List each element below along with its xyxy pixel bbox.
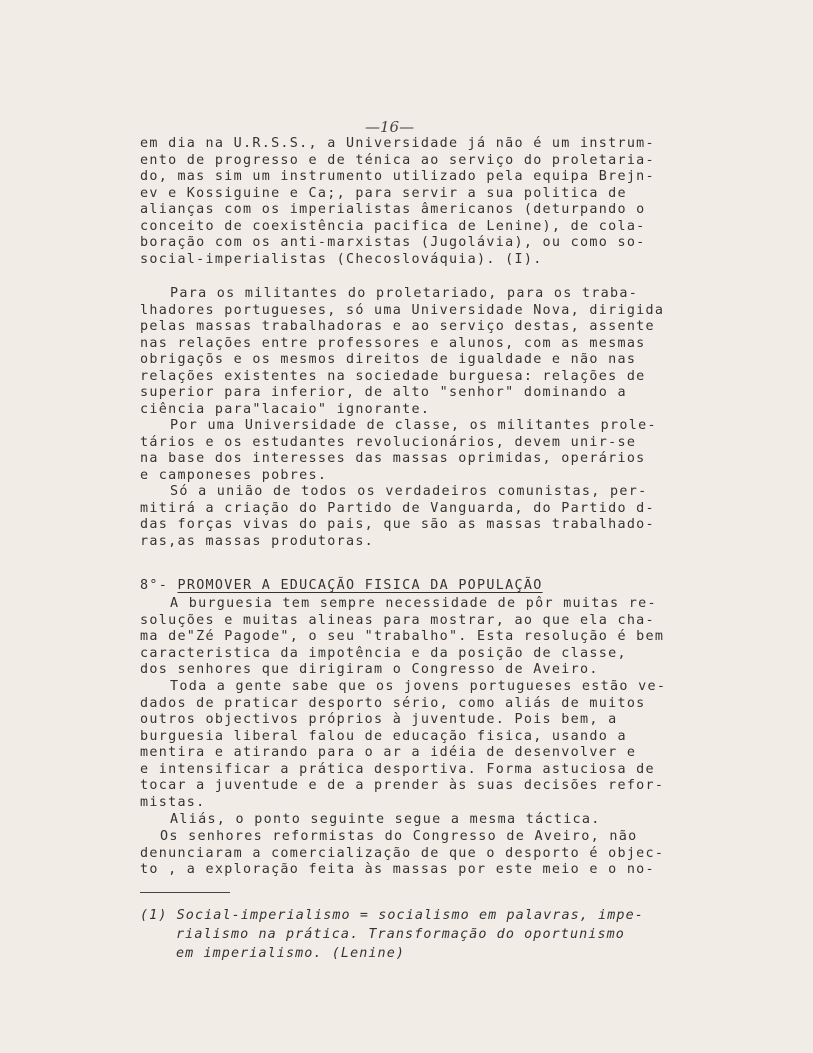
text-line: social-imperialistas (Checoslováquia). (I).	[140, 251, 543, 267]
text-line: Toda a gente sabe que os jovens portugueses estão ve-	[170, 679, 667, 694]
paragraph-3	[140, 418, 700, 484]
text-line: burguesia liberal falou de educação fisica, usando a	[140, 728, 627, 744]
text-line: mistas.	[140, 794, 206, 810]
text-line: superior para inferior, de alto "senhor" dominando a	[140, 385, 627, 400]
text-line: ev e Kossiguine e Ca;, para servir a sua politica de	[140, 185, 627, 201]
section-number: 8°-	[140, 578, 169, 593]
text-line: em dia na U.R.S.S., a Universidade já não é um instrum-	[140, 136, 655, 151]
text-line: ento de progresso e de ténica ao serviço do proletaria-	[140, 152, 655, 168]
text-line: denunciaram a comercialização de que o desporto é objec-	[140, 845, 665, 861]
text-line: A burguesia tem sempre necessidade de pôr muitas re-	[170, 596, 657, 611]
footnote-line: rialismo na prática. Transformação do oportunismo	[176, 927, 625, 942]
text-line: tários e os estudantes revolucionários, devem unir-se	[140, 434, 637, 450]
footnote	[140, 906, 700, 963]
section-heading	[140, 578, 543, 593]
text-line: soluções e muitas alineas para mostrar, ao que ela cha-	[140, 612, 655, 628]
text-line: outros objectivos próprios à juventude. Pois bem, a	[140, 712, 618, 727]
text-line: relações existentes na sociedade burguesa: relações de	[140, 368, 646, 384]
text-line: to , a exploração feita às massas por este meio e o no-	[140, 862, 655, 877]
text-line: Por uma Universidade de classe, os militantes prole-	[170, 418, 657, 433]
text-line: e intensificar a prática desportiva. Forma astuciosa de	[140, 761, 655, 777]
text-line: tocar a juventude e de a prender às suas decisões refor-	[140, 778, 665, 793]
text-line: Os senhores reformistas do Congresso de Aveiro, não	[160, 829, 638, 844]
text-line: alianças com os imperialistas âmericanos (deturpando o	[140, 202, 646, 217]
text-line: nas relações entre professores e alunos, com as mesmas	[140, 335, 646, 351]
paragraph-4	[140, 484, 700, 550]
page-number: —16—	[365, 118, 415, 136]
text-line: caracteristica da impotência e da posição de classe,	[140, 645, 627, 661]
text-line: ma de"Zé Pagode", o seu "trabalho". Esta resolução é bem	[140, 629, 665, 644]
footnote-line: em imperialismo. (Lenine)	[176, 946, 406, 961]
text-line: Para os militantes do proletariado, para os traba-	[170, 286, 639, 301]
text-line: mentira e atirando para o ar a idéia de desenvolver e	[140, 745, 637, 760]
text-line: ras,as massas produtoras.	[140, 533, 375, 549]
text-line: na base dos interesses das massas oprimidas, operários	[140, 451, 646, 466]
text-line: do, mas sim um instrumento utilizado pela equipa Brejn-	[140, 169, 655, 184]
paragraph-6	[140, 679, 700, 811]
text-line: dados de praticar desporto sério, como aliás de muitos	[140, 695, 646, 711]
paragraph-8	[140, 829, 700, 879]
text-line: ciência para"lacaio" ignorante.	[140, 401, 431, 417]
paragraph-5	[140, 596, 700, 679]
text-line: obrigaçõs e os mesmos direitos de igualdade e não nas	[140, 352, 637, 367]
section-title: PROMOVER A EDUCAÇÃO FISICA DA POPULAÇÃO	[177, 578, 543, 593]
text-line: mitirá a criação do Partido de Vanguarda, do Partido d-	[140, 500, 655, 516]
text-line: pelas massas trabalhadoras e ao serviço destas, assente	[140, 319, 655, 334]
paragraph-2	[140, 286, 700, 418]
text-line: das forças vivas do pais, que são as massas trabalhado-	[140, 517, 655, 532]
paragraph-7	[140, 812, 700, 829]
text-line: lhadores portugueses, só uma Universidade Nova, dirigida	[140, 302, 665, 318]
text-line: boração com os anti-marxistas (Jugolávia), ou como so-	[140, 235, 646, 250]
text-line: conceito de coexistência pacifica de Lenine), de cola-	[140, 218, 646, 234]
footnote-line: (1) Social-imperialismo = socialismo em palavras, impe-	[140, 908, 644, 923]
text-line: dos senhores que dirigiram o Congresso de Aveiro.	[140, 662, 599, 677]
paragraph-1	[140, 136, 700, 268]
text-line: Só a união de todos os verdadeiros comunistas, per-	[170, 484, 648, 499]
footnote-divider	[140, 892, 230, 893]
text-line: e camponeses pobres.	[140, 467, 328, 483]
text-line: Aliás, o ponto seguinte segue a mesma táctica.	[170, 812, 601, 827]
